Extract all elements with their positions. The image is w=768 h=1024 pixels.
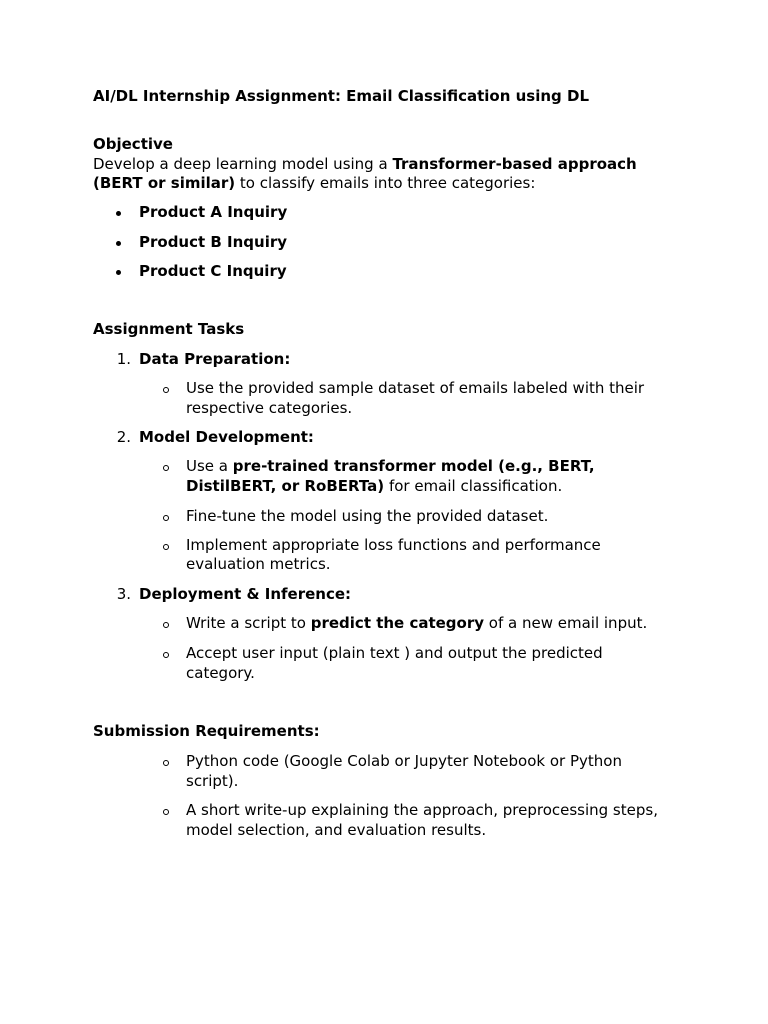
task2-sub2: Fine-tune the model using the provided dataset. [186,507,549,525]
task3-sub2-line1: Accept user input (plain text ) and output the predicted [186,644,603,662]
task2-sub1-line2: DistilBERT, or RoBERTa) for email classification. [186,477,563,495]
bullet-circle-icon [163,622,169,628]
task-number: 2. [116,428,131,446]
task3-sub2-line2: category. [186,664,255,682]
document-title: AI/DL Internship Assignment: Email Classification using DL [93,87,590,105]
task2-sub1-line1: Use a pre-trained transformer model (e.g., BERT, [186,457,595,475]
task3-sub1: Write a script to predict the category of a new email input. [186,614,648,632]
objective-text-line-2: (BERT or similar) to classify emails into three categories: [93,174,536,192]
bullet-circle-icon [163,652,169,658]
bullet-disc-icon [116,270,121,275]
submission-heading: Submission Requirements: [93,722,320,740]
task-number: 3. [116,585,131,603]
task-number: 1. [116,350,131,368]
bullet-circle-icon [163,387,169,393]
task-label-model-development: Model Development: [139,428,314,446]
bullet-disc-icon [116,211,121,216]
bullet-circle-icon [163,809,169,815]
bullet-circle-icon [163,544,169,550]
task2-sub3-line1: Implement appropriate loss functions and performance [186,536,601,554]
bullet-disc-icon [116,241,121,246]
bullet-circle-icon [163,760,169,766]
task1-sub1-line1: Use the provided sample dataset of emails labeled with their [186,379,645,397]
tasks-heading: Assignment Tasks [93,320,245,338]
objective-text-line-1: Develop a deep learning model using a Transformer-based approach [93,155,637,173]
task2-sub3-line2: evaluation metrics. [186,555,331,573]
submission-req1-line1: Python code (Google Colab or Jupyter Notebook or Python [186,752,622,770]
task1-sub1-line2: respective categories. [186,399,353,417]
task-label-data-preparation: Data Preparation: [139,350,291,368]
bullet-circle-icon [163,515,169,521]
submission-req1-line2: script). [186,772,239,790]
category-item-c: Product C Inquiry [139,262,287,280]
category-item-a: Product A Inquiry [139,203,288,221]
objective-heading: Objective [93,135,173,153]
submission-req2-line1: A short write-up explaining the approach, preprocessing steps, [186,801,658,819]
submission-req2-line2: model selection, and evaluation results. [186,821,487,839]
task-label-deployment-inference: Deployment & Inference: [139,585,352,603]
category-item-b: Product B Inquiry [139,233,288,251]
bullet-circle-icon [163,465,169,471]
